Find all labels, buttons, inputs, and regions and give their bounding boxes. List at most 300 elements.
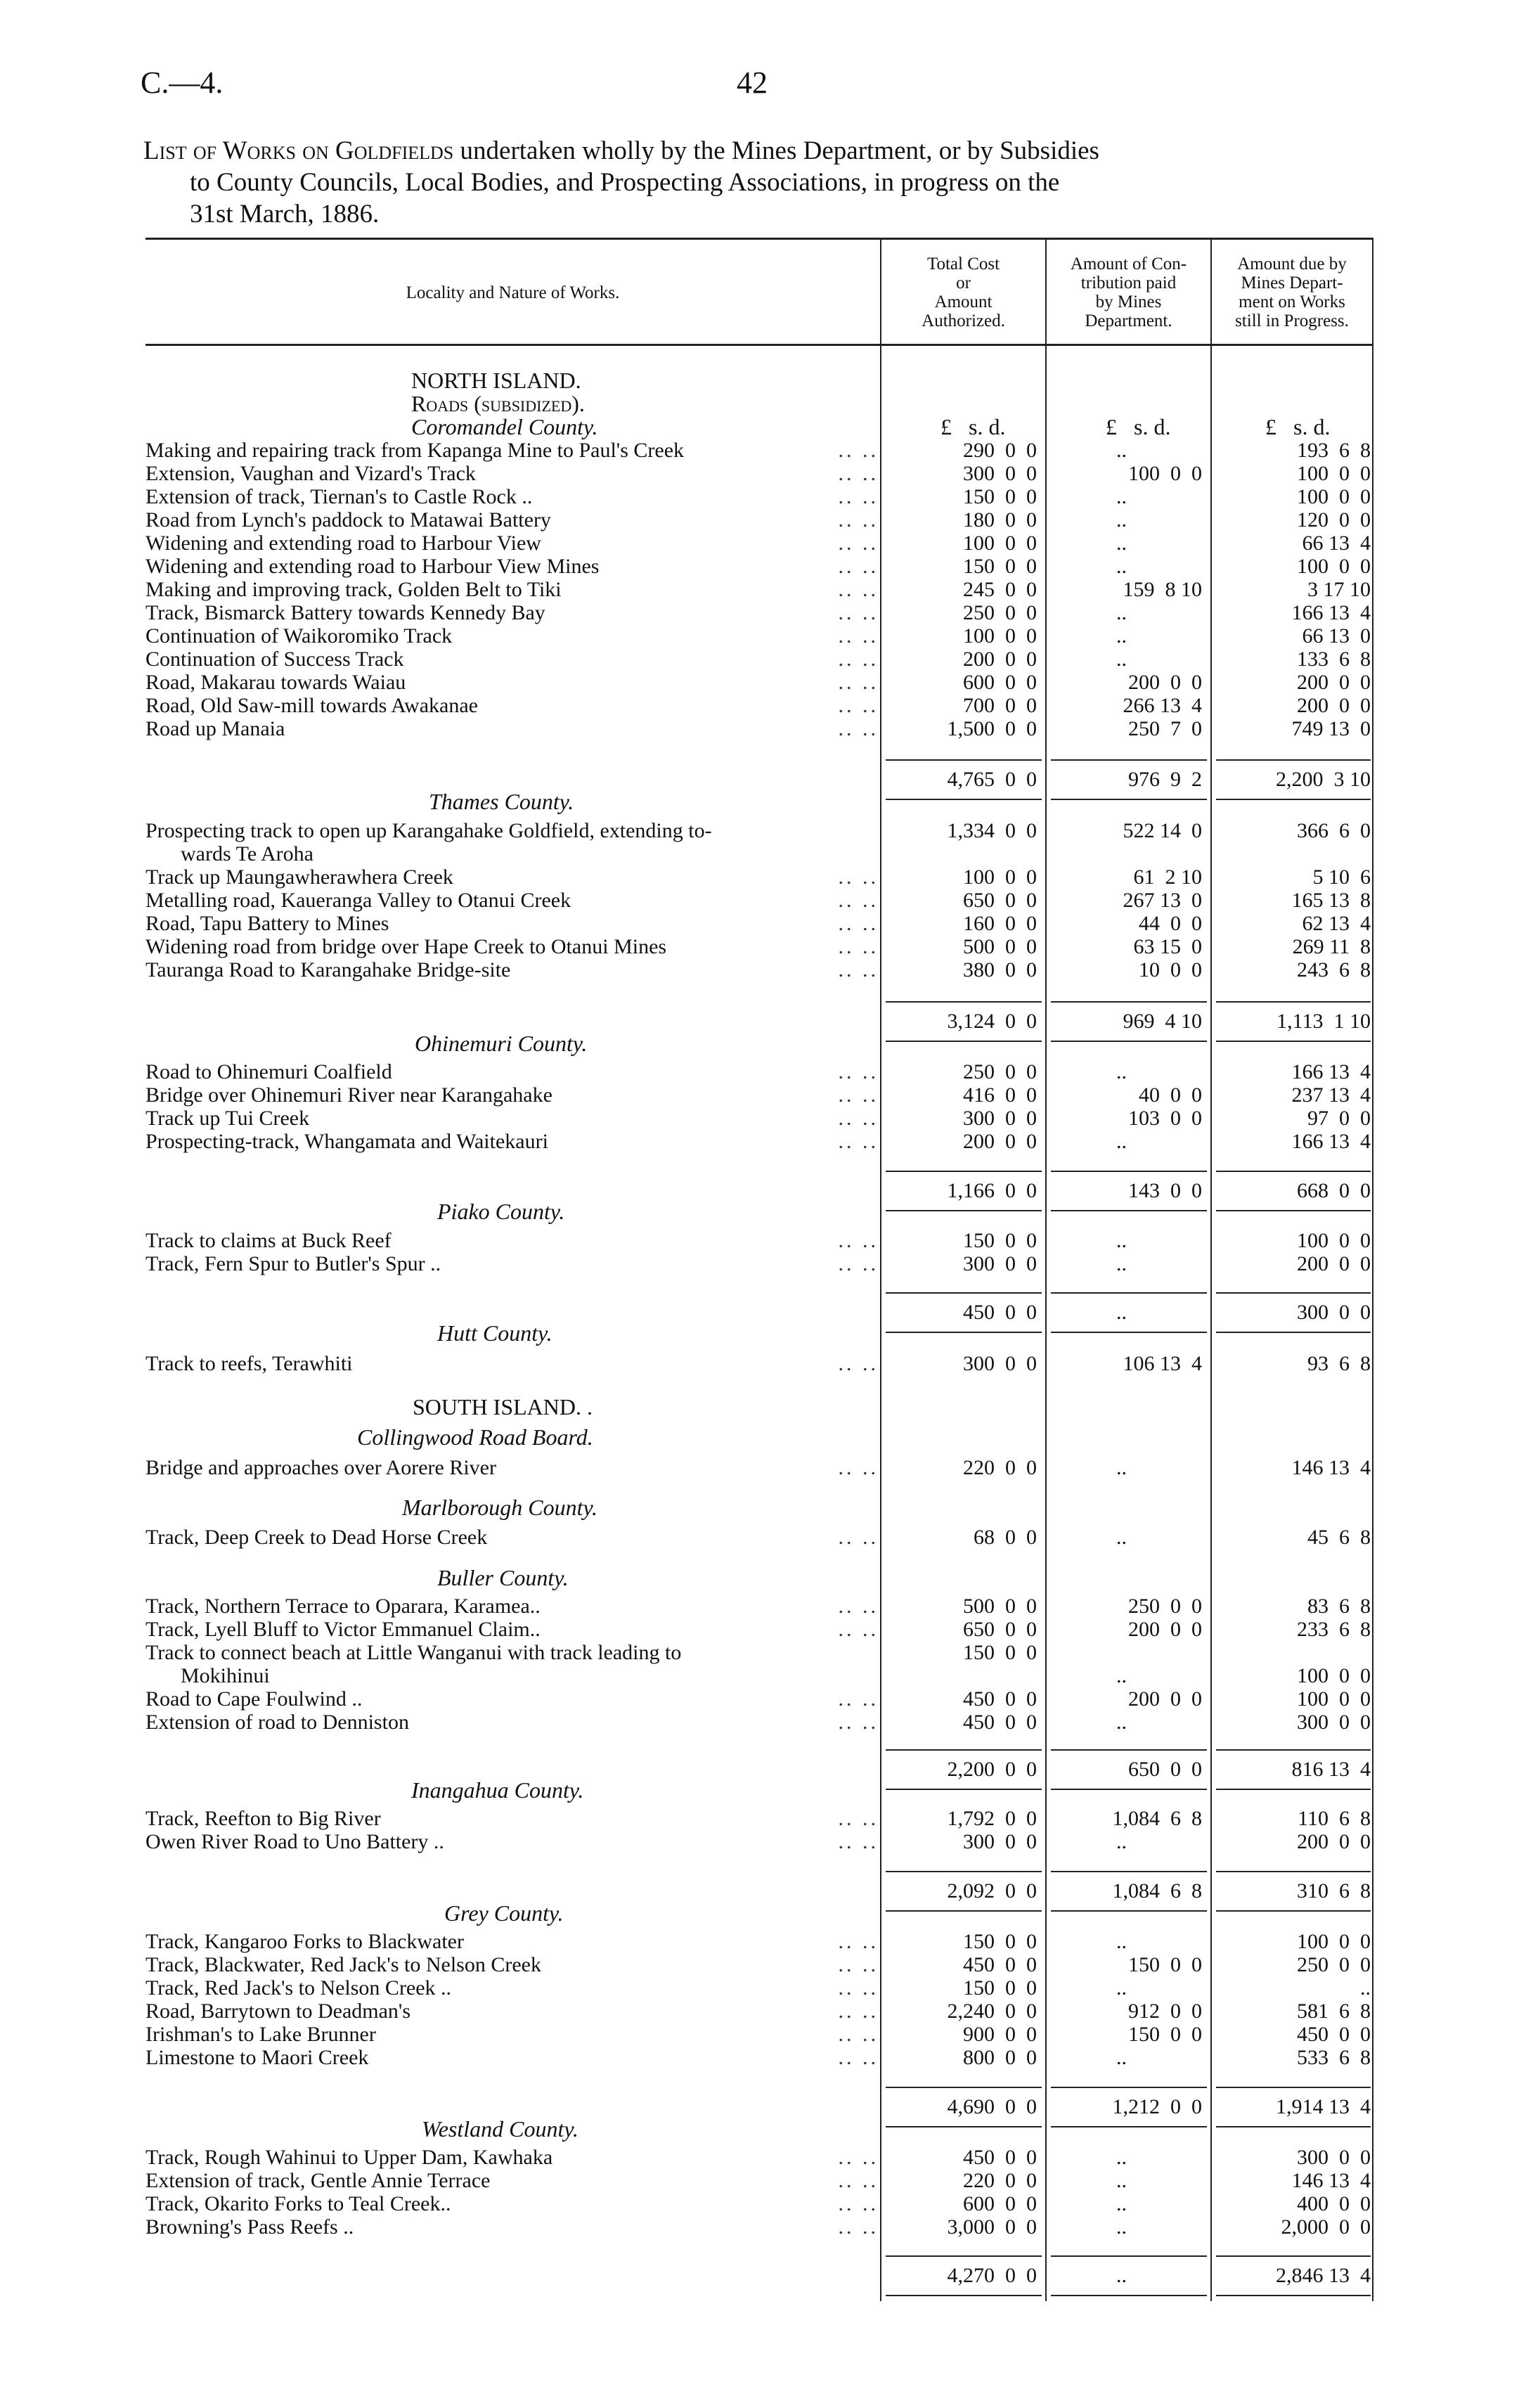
leader-dots: .. ..	[838, 1107, 879, 1130]
amount-due-cell: 100 0 0	[1297, 1930, 1371, 1953]
table-row	[0, 1976, 1519, 2000]
total-cost-cell: 250 0 0	[963, 1060, 1037, 1083]
subtotal-double-rule	[1051, 1207, 1207, 1211]
leader-dots: .. ..	[838, 1953, 879, 1976]
work-description: Widening and extending road to Harbour View	[146, 532, 541, 555]
leader-dots: .. ..	[838, 1060, 879, 1083]
amount-due-cell: 5 10 6	[1312, 865, 1371, 889]
section-north-island: NORTH ISLAND.	[411, 368, 581, 393]
leader-dots: .. ..	[838, 1252, 879, 1275]
table-row	[0, 1060, 1519, 1083]
leader-dots: .. ..	[838, 1595, 879, 1618]
leader-dots: .. ..	[838, 532, 879, 555]
leader-dots: .. ..	[838, 912, 879, 935]
document-title	[143, 135, 1373, 230]
contribution-paid-cell: 266 13 4	[1123, 694, 1202, 717]
work-description: Prospecting-track, Whangamata and Waitekauri	[146, 1130, 548, 1153]
amount-due-cell: 200 0 0	[1297, 671, 1371, 694]
subtotal-double-rule	[886, 2123, 1042, 2127]
contribution-paid-cell: ..	[1116, 508, 1127, 532]
work-description: Track, Fern Spur to Butler's Spur ..	[146, 1252, 441, 1275]
contribution-paid-cell: 267 13 0	[1123, 889, 1202, 912]
subtotal-row	[0, 1879, 1519, 1902]
section-hutt-county: Hutt County.	[437, 1320, 552, 1346]
amount-due-cell: ..	[1360, 1976, 1371, 2000]
amount-due-cell: 100 0 0	[1297, 1687, 1371, 1711]
amount-due-cell: 93 6 8	[1307, 1352, 1371, 1375]
work-description: Making and repairing track from Kapanga Mine to Paul's Creek	[146, 439, 685, 462]
header-bottom-rule	[146, 344, 1372, 346]
subtotal-row	[0, 2264, 1519, 2287]
amount-due-cell: 237 13 4	[1291, 1083, 1371, 1107]
amount-due-cell: 250 0 0	[1297, 1953, 1371, 1976]
total-cost-cell: 1,166 0 0	[947, 1179, 1037, 1202]
amount-due-cell: 133 6 8	[1297, 648, 1371, 671]
amount-due-cell: 45 6 8	[1307, 1526, 1371, 1549]
leader-dots: .. ..	[838, 462, 879, 485]
subtotal-rule	[886, 2255, 1042, 2257]
total-cost-cell: 2,092 0 0	[947, 1879, 1037, 1902]
contribution-paid-cell: 1,084 6 8	[1112, 1879, 1202, 1902]
work-description: Road, Makarau towards Waiau	[146, 671, 406, 694]
column-header-contribution: Amount of Con- tribution paid by Mines Department.	[1070, 255, 1187, 330]
table-row	[0, 1130, 1519, 1153]
leader-dots: .. ..	[838, 1711, 879, 1734]
page-number: 42	[737, 65, 768, 100]
subtotal-row	[0, 1010, 1519, 1033]
table-row	[0, 2169, 1519, 2192]
section-south-island: SOUTH ISLAND. .	[413, 1394, 593, 1419]
leader-dots: .. ..	[838, 865, 879, 889]
amount-due-cell: 233 6 8	[1297, 1618, 1371, 1641]
contribution-paid-cell: 143 0 0	[1128, 1179, 1202, 1202]
table-row	[0, 1083, 1519, 1107]
work-description: Widening and extending road to Harbour View Mines	[146, 555, 600, 578]
table-row	[0, 1107, 1519, 1130]
contribution-paid-cell: ..	[1116, 1526, 1127, 1549]
section-collingwood-road-board: Collingwood Road Board.	[357, 1424, 593, 1450]
work-description: wards Te Aroha	[181, 842, 314, 865]
amount-due-cell: 100 0 0	[1297, 462, 1371, 485]
total-cost-cell: 450 0 0	[963, 1301, 1037, 1324]
subtotal-double-rule	[1051, 2292, 1207, 2296]
amount-due-cell: 97 0 0	[1307, 1107, 1371, 1130]
leader-dots: .. ..	[838, 2169, 879, 2192]
leader-dots: .. ..	[838, 2023, 879, 2046]
work-description: Extension, Vaughan and Vizard's Track	[146, 462, 476, 485]
table-row	[0, 1456, 1519, 1479]
subtotal-rule	[886, 1749, 1042, 1751]
contribution-paid-cell: ..	[1116, 601, 1127, 624]
amount-due-cell: 146 13 4	[1291, 2169, 1371, 2192]
subtotal-double-rule	[1216, 1207, 1371, 1211]
total-cost-cell: 600 0 0	[963, 2192, 1037, 2215]
table-row	[0, 1352, 1519, 1375]
section-thames-county: Thames County.	[429, 789, 574, 814]
contribution-paid-cell: 912 0 0	[1128, 2000, 1202, 2023]
contribution-paid-cell: ..	[1116, 1301, 1127, 1324]
contribution-paid-cell: 44 0 0	[1139, 912, 1202, 935]
total-cost-cell: 200 0 0	[963, 1130, 1037, 1153]
total-cost-cell: 3,124 0 0	[947, 1010, 1037, 1033]
amount-due-cell: 300 0 0	[1297, 1711, 1371, 1734]
work-description: Extension of track, Tiernan's to Castle Rock ..	[146, 485, 533, 508]
subtotal-rule	[1216, 1171, 1371, 1172]
work-description: Track, Blackwater, Red Jack's to Nelson Creek	[146, 1953, 541, 1976]
subtotal-rule	[1216, 2087, 1371, 2088]
table-row	[0, 439, 1519, 462]
contribution-paid-cell: ..	[1116, 1664, 1127, 1687]
total-cost-cell: 600 0 0	[963, 671, 1037, 694]
table-row	[0, 485, 1519, 508]
table-row	[0, 2000, 1519, 2023]
table-row	[0, 1930, 1519, 1953]
table-row	[0, 1953, 1519, 1976]
amount-due-cell: 1,914 13 4	[1276, 2095, 1371, 2118]
title-line-1-rest: undertaken wholly by the Mines Department, or by Subsidies	[453, 136, 1099, 165]
leader-dots: .. ..	[838, 935, 879, 958]
table-row	[0, 889, 1519, 912]
leader-dots: .. ..	[838, 601, 879, 624]
amount-due-cell: 200 0 0	[1297, 694, 1371, 717]
title-lead: List of Works on Goldfields	[143, 136, 454, 165]
work-description: Limestone to Maori Creek	[146, 2046, 369, 2069]
amount-due-cell: 366 6 0	[1297, 819, 1371, 842]
work-description: Continuation of Success Track	[146, 648, 404, 671]
table-row	[0, 1229, 1519, 1252]
table-row	[0, 555, 1519, 578]
contribution-paid-cell: ..	[1116, 532, 1127, 555]
table-row	[0, 842, 1519, 865]
contribution-paid-cell: ..	[1116, 1229, 1127, 1252]
amount-due-cell: 3 17 10	[1307, 578, 1371, 601]
leader-dots: .. ..	[838, 508, 879, 532]
contribution-paid-cell: ..	[1116, 2215, 1127, 2239]
section-inangahua-county: Inangahua County.	[411, 1777, 584, 1803]
subtotal-double-rule	[886, 796, 1042, 800]
work-description: Making and improving track, Golden Belt to Tiki	[146, 578, 562, 601]
total-cost-cell: 180 0 0	[963, 508, 1037, 532]
amount-due-cell: 120 0 0	[1297, 508, 1371, 532]
total-cost-cell: 1,500 0 0	[947, 717, 1037, 740]
work-description: Road up Manaia	[146, 717, 285, 740]
total-cost-cell: 150 0 0	[963, 1229, 1037, 1252]
total-cost-cell: 300 0 0	[963, 1352, 1037, 1375]
contribution-paid-cell: 1,084 6 8	[1112, 1807, 1202, 1830]
total-cost-cell: 4,765 0 0	[947, 768, 1037, 791]
contribution-paid-cell: 976 9 2	[1128, 768, 1202, 791]
table-row	[0, 462, 1519, 485]
subtotal-rule	[1051, 2087, 1207, 2088]
amount-due-cell: 668 0 0	[1297, 1179, 1371, 1202]
work-description: Track, Rough Wahinui to Upper Dam, Kawhaka	[146, 2146, 553, 2169]
total-cost-cell: 250 0 0	[963, 601, 1037, 624]
amount-due-cell: 146 13 4	[1291, 1456, 1371, 1479]
total-cost-cell: 150 0 0	[963, 555, 1037, 578]
table-row	[0, 2046, 1519, 2069]
contribution-paid-cell: 200 0 0	[1128, 1618, 1202, 1641]
title-line-3: 31st March, 1886.	[190, 200, 380, 228]
table-row	[0, 1618, 1519, 1641]
work-description: Browning's Pass Reefs ..	[146, 2215, 354, 2239]
subtotal-rule	[1216, 1001, 1371, 1003]
contribution-paid-cell: 522 14 0	[1123, 819, 1202, 842]
contribution-paid-cell: 200 0 0	[1128, 671, 1202, 694]
work-description: Prospecting track to open up Karangahake Goldfield, extending to-	[146, 819, 712, 842]
table-row	[0, 532, 1519, 555]
work-description: Metalling road, Kaueranga Valley to Otanui Creek	[146, 889, 571, 912]
total-cost-cell: 900 0 0	[963, 2023, 1037, 2046]
document-reference: C.—4.	[141, 65, 224, 100]
total-cost-cell: 416 0 0	[963, 1083, 1037, 1107]
work-description: Irishman's to Lake Brunner	[146, 2023, 376, 2046]
contribution-paid-cell: ..	[1116, 1060, 1127, 1083]
total-cost-cell: 150 0 0	[963, 1641, 1037, 1664]
section-piako-county: Piako County.	[437, 1199, 565, 1224]
leader-dots: .. ..	[838, 1352, 879, 1375]
amount-due-cell: 100 0 0	[1297, 1229, 1371, 1252]
total-cost-cell: 4,270 0 0	[947, 2264, 1037, 2287]
work-description: Road, Tapu Battery to Mines	[146, 912, 389, 935]
column-header-locality: Locality and Nature of Works.	[406, 283, 620, 302]
total-cost-cell: 450 0 0	[963, 1711, 1037, 1734]
table-row	[0, 1807, 1519, 1830]
subtotal-double-rule	[1051, 1329, 1207, 1333]
work-description: Track, Kangaroo Forks to Blackwater	[146, 1930, 464, 1953]
amount-due-cell: 2,000 0 0	[1281, 2215, 1371, 2239]
contribution-paid-cell: ..	[1116, 2046, 1127, 2069]
amount-due-cell: 816 13 4	[1291, 1758, 1371, 1781]
leader-dots: .. ..	[838, 958, 879, 981]
total-cost-cell: 150 0 0	[963, 1930, 1037, 1953]
subtotal-double-rule	[1216, 2123, 1371, 2127]
total-cost-cell: 100 0 0	[963, 532, 1037, 555]
section-coromandel-county: Coromandel County.	[411, 414, 598, 439]
subtotal-double-rule	[886, 2292, 1042, 2296]
contribution-paid-cell: 150 0 0	[1128, 2023, 1202, 2046]
work-description: Road to Ohinemuri Coalfield	[146, 1060, 392, 1083]
contribution-paid-cell: ..	[1116, 1252, 1127, 1275]
work-description: Extension of road to Denniston	[146, 1711, 409, 1734]
subtotal-rule	[1216, 1871, 1371, 1872]
total-cost-cell: 300 0 0	[963, 1107, 1037, 1130]
contribution-paid-cell: ..	[1116, 1976, 1127, 2000]
contribution-paid-cell: 61 2 10	[1133, 865, 1202, 889]
amount-due-cell: 269 11 8	[1292, 935, 1371, 958]
subtotal-rule	[886, 1292, 1042, 1294]
contribution-paid-cell: 40 0 0	[1139, 1083, 1202, 1107]
total-cost-cell: 650 0 0	[963, 1618, 1037, 1641]
amount-due-cell: 1,113 1 10	[1276, 1010, 1371, 1033]
leader-dots: .. ..	[838, 671, 879, 694]
amount-due-cell: 100 0 0	[1297, 555, 1371, 578]
leader-dots: .. ..	[838, 1130, 879, 1153]
subtotal-rule	[1216, 1292, 1371, 1294]
amount-due-cell: 243 6 8	[1297, 958, 1371, 981]
work-description: Track, Red Jack's to Nelson Creek ..	[146, 1976, 452, 2000]
amount-due-cell: 165 13 8	[1291, 889, 1371, 912]
contribution-paid-cell: ..	[1116, 2264, 1127, 2287]
leader-dots: .. ..	[838, 1687, 879, 1711]
amount-due-cell: 166 13 4	[1291, 1130, 1371, 1153]
table-top-rule	[146, 238, 1372, 240]
subtotal-rule	[886, 1001, 1042, 1003]
amount-due-cell: 581 6 8	[1297, 2000, 1371, 2023]
total-cost-cell: 100 0 0	[963, 865, 1037, 889]
column-header-total: Total Cost or Amount Authorized.	[922, 255, 1005, 330]
amount-due-cell: 400 0 0	[1297, 2192, 1371, 2215]
total-cost-cell: 2,200 0 0	[947, 1758, 1037, 1781]
amount-due-cell: 166 13 4	[1291, 601, 1371, 624]
total-cost-cell: 150 0 0	[963, 485, 1037, 508]
work-description: Track up Maungawherawhera Creek	[146, 865, 453, 889]
work-description: Extension of track, Gentle Annie Terrace	[146, 2169, 491, 2192]
amount-due-cell: 62 13 4	[1302, 912, 1371, 935]
leader-dots: .. ..	[838, 648, 879, 671]
subtotal-row	[0, 768, 1519, 791]
subtotal-rule	[1216, 1749, 1371, 1751]
work-description: Track, Lyell Bluff to Victor Emmanuel Claim..	[146, 1618, 541, 1641]
currency-header-due: £ s. d.	[1265, 414, 1331, 439]
table-row	[0, 1252, 1519, 1275]
contribution-paid-cell: ..	[1116, 485, 1127, 508]
contribution-paid-cell: 100 0 0	[1128, 462, 1202, 485]
total-cost-cell: 380 0 0	[963, 958, 1037, 981]
subtotal-double-rule	[1216, 1329, 1371, 1333]
table-row	[0, 694, 1519, 717]
total-cost-cell: 450 0 0	[963, 2146, 1037, 2169]
table-row	[0, 865, 1519, 889]
total-cost-cell: 650 0 0	[963, 889, 1037, 912]
section-westland-county: Westland County.	[422, 2116, 578, 2142]
work-description: Widening road from bridge over Hape Creek to Otanui Mines	[146, 935, 667, 958]
total-cost-cell: 300 0 0	[963, 462, 1037, 485]
subtotal-double-rule	[1051, 2123, 1207, 2127]
table-row	[0, 1641, 1519, 1664]
contribution-paid-cell: ..	[1116, 1130, 1127, 1153]
work-description: Track, Bismarck Battery towards Kennedy Bay	[146, 601, 545, 624]
subtotal-double-rule	[1051, 1038, 1207, 1042]
subtotal-rule	[1051, 1292, 1207, 1294]
leader-dots: .. ..	[838, 717, 879, 740]
leader-dots: .. ..	[838, 2146, 879, 2169]
subtotal-double-rule	[886, 1207, 1042, 1211]
contribution-paid-cell: ..	[1116, 1456, 1127, 1479]
work-description: Road, Old Saw-mill towards Awakanae	[146, 694, 478, 717]
subtotal-double-rule	[886, 1786, 1042, 1790]
leader-dots: .. ..	[838, 2046, 879, 2069]
table-row	[0, 601, 1519, 624]
work-description: Mokihinui	[181, 1664, 270, 1687]
amount-due-cell: 300 0 0	[1297, 1301, 1371, 1324]
contribution-paid-cell: 200 0 0	[1128, 1687, 1202, 1711]
table-row	[0, 819, 1519, 842]
amount-due-cell: 110 6 8	[1298, 1807, 1371, 1830]
table-row	[0, 648, 1519, 671]
leader-dots: .. ..	[838, 1229, 879, 1252]
table-row	[0, 624, 1519, 648]
subtotal-double-rule	[886, 1038, 1042, 1042]
total-cost-cell: 500 0 0	[963, 935, 1037, 958]
table-row	[0, 2215, 1519, 2239]
amount-due-cell: 2,200 3 10	[1276, 768, 1371, 791]
amount-due-cell: 66 13 4	[1302, 532, 1371, 555]
total-cost-cell: 300 0 0	[963, 1252, 1037, 1275]
table-row	[0, 2146, 1519, 2169]
leader-dots: .. ..	[838, 1930, 879, 1953]
contribution-paid-cell: ..	[1116, 2146, 1127, 2169]
leader-dots: .. ..	[838, 555, 879, 578]
amount-due-cell: 2,846 13 4	[1276, 2264, 1371, 2287]
table-row	[0, 508, 1519, 532]
total-cost-cell: 220 0 0	[963, 1456, 1037, 1479]
amount-due-cell: 166 13 4	[1291, 1060, 1371, 1083]
total-cost-cell: 290 0 0	[963, 439, 1037, 462]
work-description: Road from Lynch's paddock to Matawai Battery	[146, 508, 551, 532]
leader-dots: .. ..	[838, 2000, 879, 2023]
table-row	[0, 1711, 1519, 1734]
work-description: Track to claims at Buck Reef	[146, 1229, 392, 1252]
subtotal-double-rule	[1051, 1907, 1207, 1912]
contribution-paid-cell: ..	[1116, 1711, 1127, 1734]
contribution-paid-cell: ..	[1116, 2192, 1127, 2215]
total-cost-cell: 160 0 0	[963, 912, 1037, 935]
amount-due-cell: 450 0 0	[1297, 2023, 1371, 2046]
contribution-paid-cell: ..	[1116, 1830, 1127, 1853]
leader-dots: .. ..	[838, 2215, 879, 2239]
section-buller-county: Buller County.	[437, 1565, 569, 1590]
subtotal-double-rule	[1216, 796, 1371, 800]
contribution-paid-cell: ..	[1116, 439, 1127, 462]
contribution-paid-cell: 106 13 4	[1123, 1352, 1202, 1375]
table-row	[0, 912, 1519, 935]
contribution-paid-cell: 250 7 0	[1128, 717, 1202, 740]
total-cost-cell: 1,334 0 0	[947, 819, 1037, 842]
work-description: Tauranga Road to Karangahake Bridge-site	[146, 958, 511, 981]
leader-dots: .. ..	[838, 1526, 879, 1549]
leader-dots: .. ..	[838, 889, 879, 912]
total-cost-cell: 500 0 0	[963, 1595, 1037, 1618]
work-description: Track to reefs, Terawhiti	[146, 1352, 353, 1375]
subtotal-row	[0, 1758, 1519, 1781]
subtotal-rule	[1051, 1871, 1207, 1872]
section-grey-county: Grey County.	[444, 1900, 564, 1926]
subtotal-double-rule	[1051, 796, 1207, 800]
total-cost-cell: 450 0 0	[963, 1687, 1037, 1711]
subtotal-rule	[1051, 759, 1207, 761]
table-row	[0, 935, 1519, 958]
subtotal-double-rule	[1216, 2292, 1371, 2296]
total-cost-cell: 300 0 0	[963, 1830, 1037, 1853]
contribution-paid-cell: ..	[1116, 624, 1127, 648]
leader-dots: .. ..	[838, 578, 879, 601]
table-row	[0, 1830, 1519, 1853]
amount-due-cell: 100 0 0	[1297, 1664, 1371, 1687]
table-row	[0, 671, 1519, 694]
subtotal-rule	[886, 1871, 1042, 1872]
subtotal-row	[0, 1301, 1519, 1324]
title-line-1	[143, 135, 1373, 167]
leader-dots: .. ..	[838, 694, 879, 717]
contribution-paid-cell: 969 4 10	[1123, 1010, 1202, 1033]
total-cost-cell: 150 0 0	[963, 1976, 1037, 2000]
amount-due-cell: 83 6 8	[1307, 1595, 1371, 1618]
work-description: Track to connect beach at Little Wanganui with track leading to	[146, 1641, 682, 1664]
subtotal-double-rule	[886, 1329, 1042, 1333]
subtotal-rule	[1051, 1749, 1207, 1751]
total-cost-cell: 68 0 0	[974, 1526, 1037, 1549]
table-row	[0, 2192, 1519, 2215]
